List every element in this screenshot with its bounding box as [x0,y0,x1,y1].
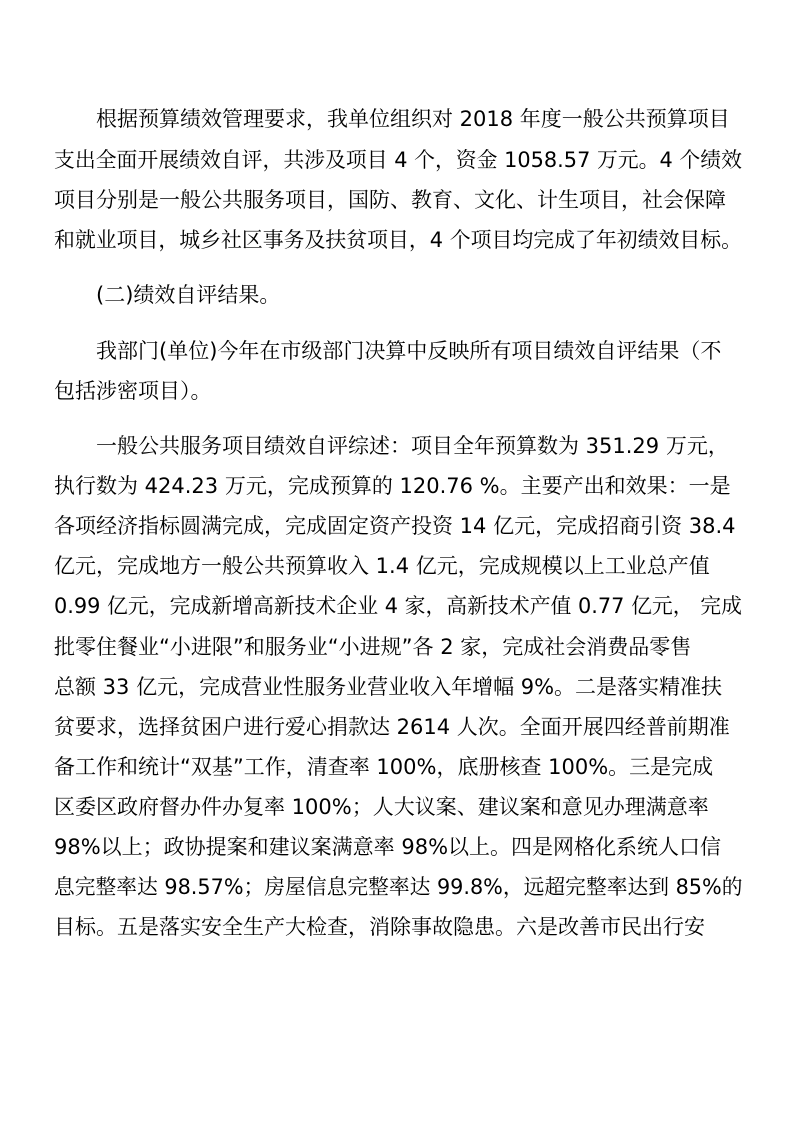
paragraph-3-line-3: 各项经济指标圆满完成，完成固定资产投资 14 亿元，完成招商引资 38.4 [54,514,736,538]
section-heading: (二)绩效自评结果。 [96,283,281,307]
paragraph-1-line-4: 和就业项目，城乡社区事务及扶贫项目，4 个项目均完成了年初绩效目标。 [54,228,743,252]
paragraph-3-line-5: 0.99 亿元，完成新增高新技术企业 4 家，高新技术产值 0.77 亿元， 完成 [54,594,742,618]
paragraph-3-line-12: 息完整率达 98.57%；房屋信息完整率达 99.8%，远超完整率达到 85%的 [54,875,743,899]
paragraph-2-line-1: 我部门(单位)今年在市级部门决算中反映所有项目绩效自评结果（不 [96,339,722,363]
paragraph-3-line-1: 一般公共服务项目绩效自评综述：项目全年预算数为 351.29 万元， [96,434,729,458]
paragraph-3-line-10: 区委区政府督办件办复率 100%；人大议案、建议案和意见办理满意率 [54,795,709,819]
paragraph-3-line-13: 目标。五是落实安全生产大检查，消除事故隐患。六是改善市民出行安 [54,915,705,939]
paragraph-3-line-7: 总额 33 亿元，完成营业性服务业营业收入年增幅 9%。二是落实精准扶 [54,675,723,699]
paragraph-2-line-2: 包括涉密项目）。 [54,379,212,403]
paragraph-3-line-4: 亿元，完成地方一般公共预算收入 1.4 亿元，完成规模以上工业总产值 [54,554,710,578]
paragraph-3-line-8: 贫要求，选择贫困户进行爱心捐款达 2614 人次。全面开展四经普前期准 [54,715,730,739]
paragraph-1-line-2: 支出全面开展绩效自评，共涉及项目 4 个，资金 1058.57 万元。4 个绩效 [54,148,742,172]
paragraph-1-line-3: 项目分别是一般公共服务项目，国防、教育、文化、计生项目，社会保障 [54,188,726,212]
paragraph-3-line-2: 执行数为 424.23 万元，完成预算的 120.76 %。主要产出和效果：一是 [54,474,731,498]
paragraph-3-line-6: 批零住餐业“小进限”和服务业“小进规”各 2 家，完成社会消费品零售 [54,635,692,659]
paragraph-3-line-11: 98%以上；政协提案和建议案满意率 98%以上。四是网格化系统人口信 [54,835,722,859]
paragraph-1-line-1: 根据预算绩效管理要求，我单位组织对 2018 年度一般公共预算项目 [96,107,730,131]
paragraph-3-line-9: 备工作和统计“双基”工作，清查率 100%，底册核查 100%。三是完成 [54,755,714,779]
